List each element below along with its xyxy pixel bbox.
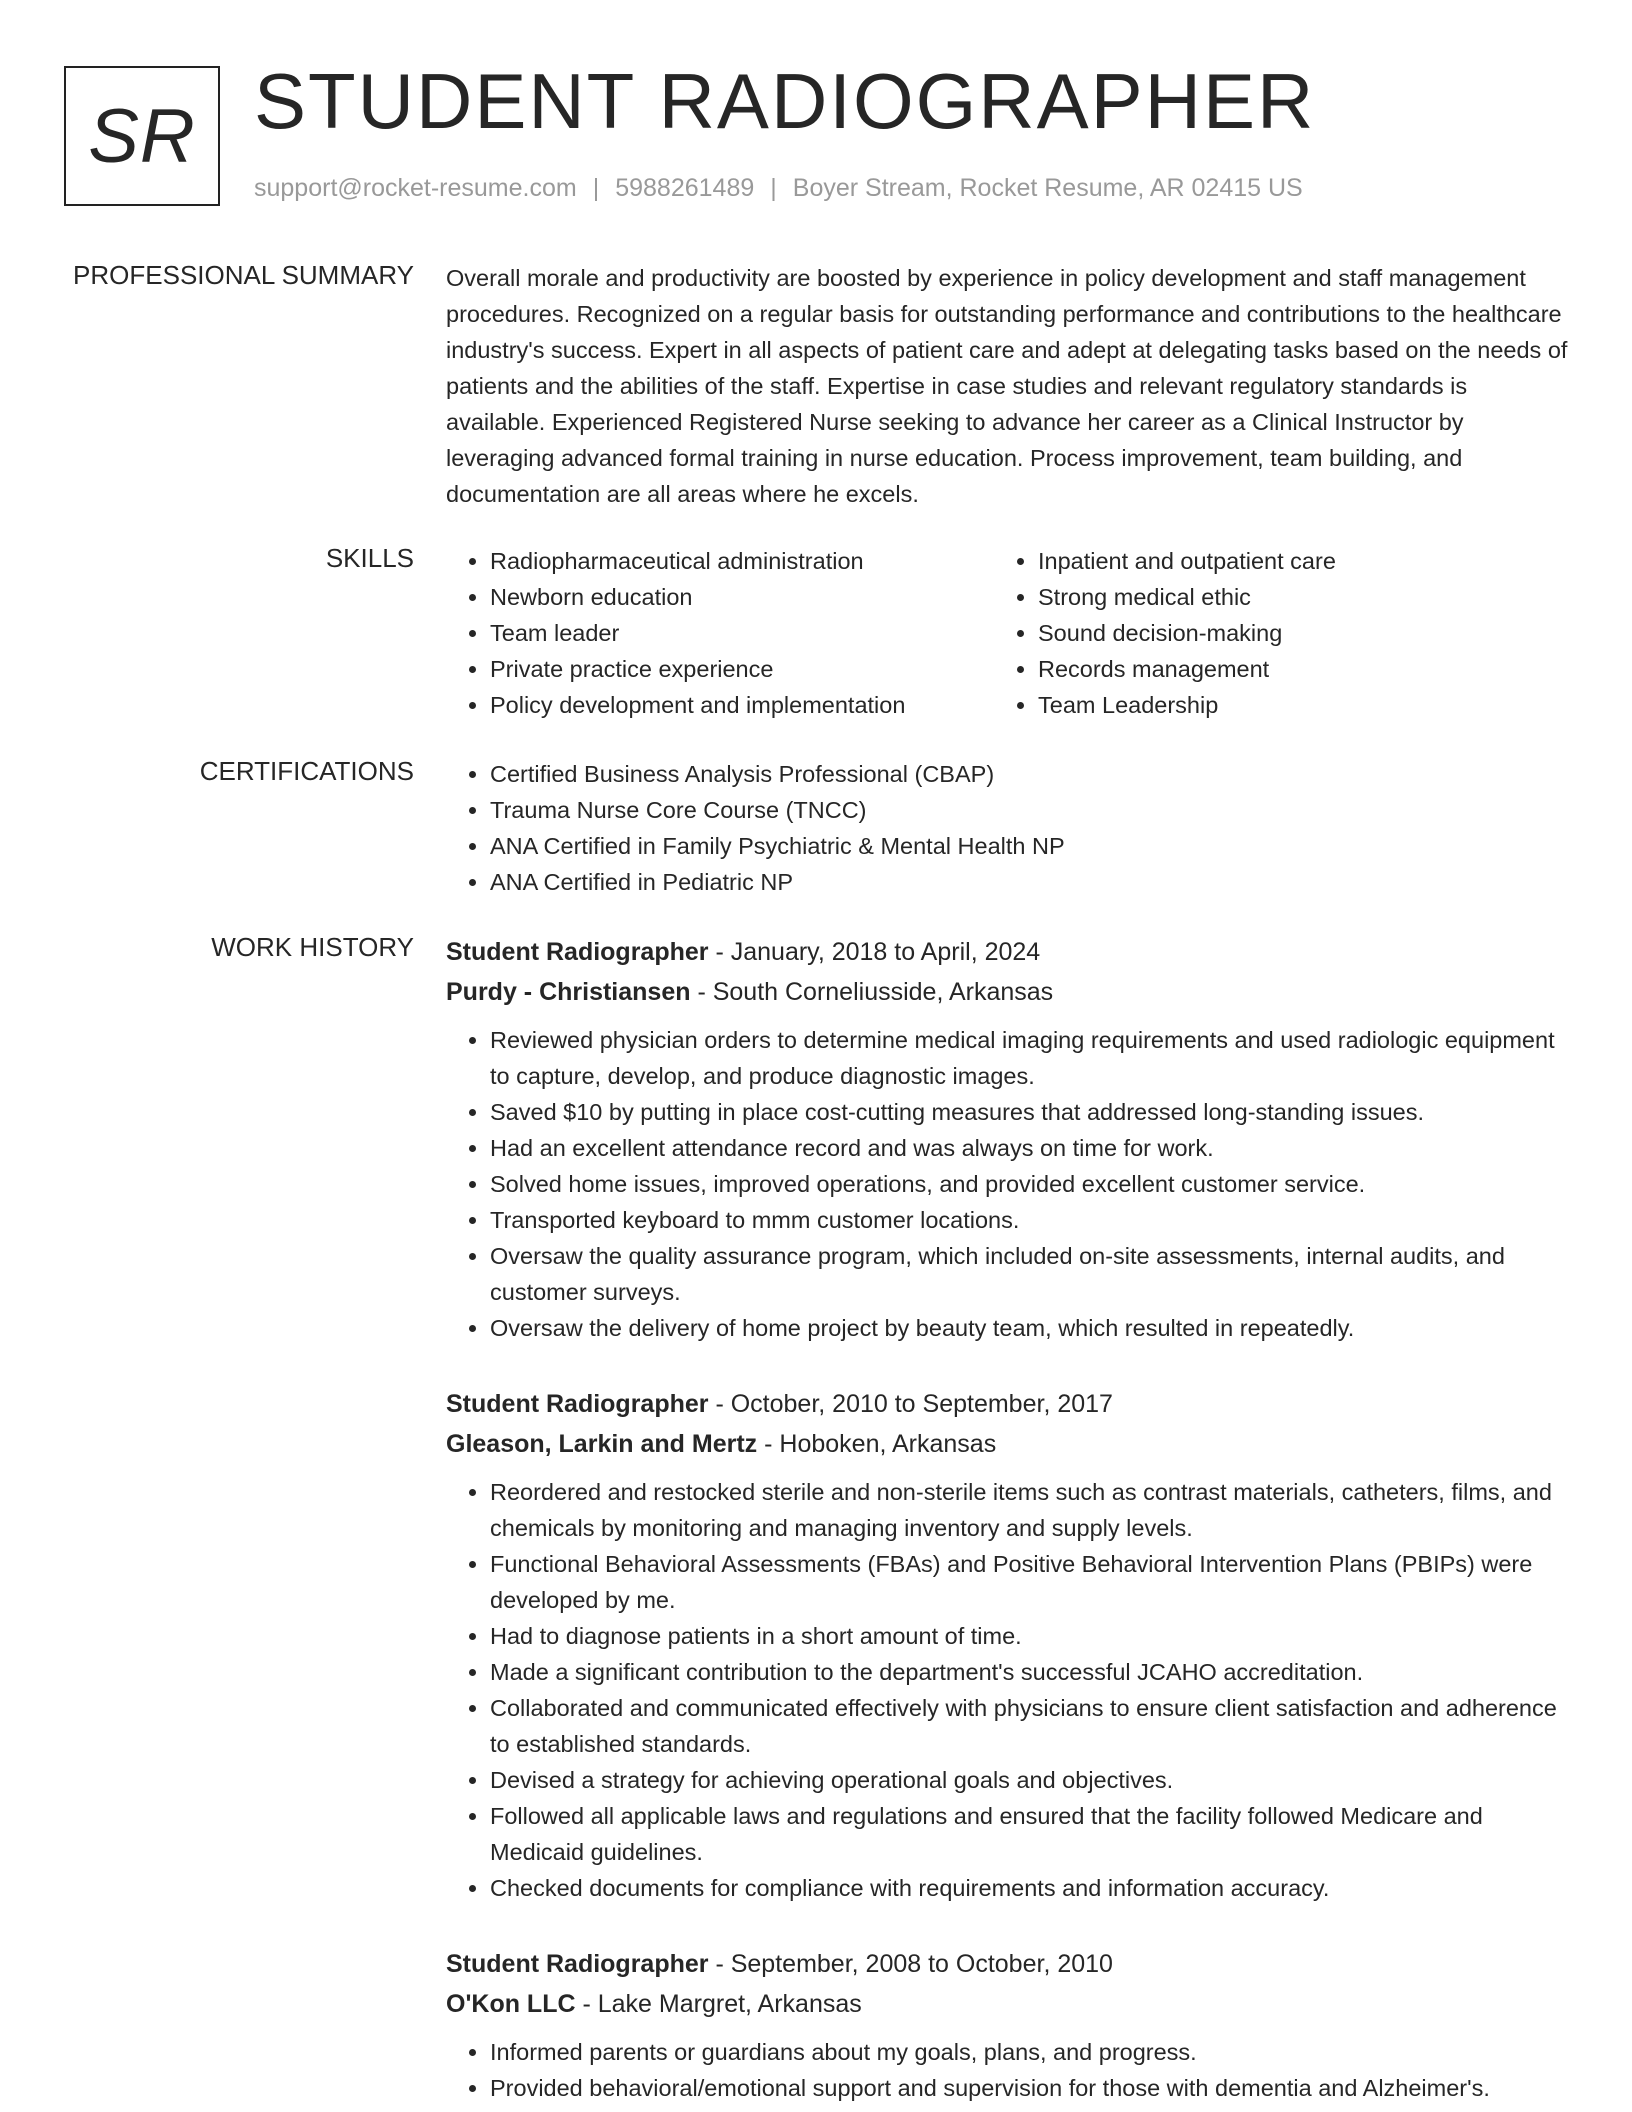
skill-item: • Records management xyxy=(1038,651,1542,687)
contact-phone: 5988261489 xyxy=(615,174,755,202)
candidate-name: STUDENT RADIOGRAPHER xyxy=(254,57,1316,145)
job-dates: - September, 2008 to October, 2010 xyxy=(708,1950,1113,1978)
section-label-skills: SKILLS xyxy=(325,543,414,573)
job-company: Gleason, Larkin and Mertz xyxy=(446,1430,758,1458)
job-bullet: • Transported keyboard to mmm customer locations. xyxy=(490,1202,1568,1238)
section-label-summary: PROFESSIONAL SUMMARY xyxy=(73,260,414,290)
job-title-line xyxy=(446,1944,1568,1984)
job-bullet: • Reordered and restocked sterile and non-sterile items such as contrast materials, catheters, films, and chemicals by monitoring and managing inventory and supply levels. xyxy=(490,1474,1568,1546)
job-bullet: • Had to diagnose patients in a short amount of time. xyxy=(490,1618,1568,1654)
job-bullet: • Provided behavioral/emotional support and supervision for those with dementia and Alzheimer's. xyxy=(490,2070,1568,2106)
summary-text: Overall morale and productivity are boosted by experience in policy development and staff management procedures. Recognized on a regular basis for outstanding performance and contributions to the healthcare industry's success. Expert in all aspects of patient care and adept at delegating tasks based on the needs of patients and the abilities of the staff. Expertise in case studies and relevant regulatory standards is available. Experienced Registered Nurse seeking to advance her career as a Clinical Instructor by leveraging advanced formal training in nurse education. Process improvement, team building, and documentation are all areas where he excels. xyxy=(446,265,1568,507)
job-bullet: • Reviewed physician orders to determine medical imaging requirements and used radiologic equipment to capture, develop, and produce diagnostic images. xyxy=(490,1022,1568,1094)
job-entry xyxy=(446,1384,1568,1906)
skill-item: • Radiopharmaceutical administration xyxy=(490,543,994,579)
certification-item: • ANA Certified in Pediatric NP xyxy=(490,864,1568,900)
certification-item: • Certified Business Analysis Professional (CBAP) xyxy=(490,756,1568,792)
job-company-line xyxy=(446,1424,1568,1464)
skills-list-right xyxy=(994,543,1542,723)
job-bullet: • Solved home issues, improved operations, and provided excellent customer service. xyxy=(490,1166,1568,1202)
skill-item: • Strong medical ethic xyxy=(1038,579,1542,615)
job-bullet: • Oversaw the delivery of home project by beauty team, which resulted in repeatedly. xyxy=(490,1310,1568,1346)
skills-list-left xyxy=(446,543,994,723)
contact-address: Boyer Stream, Rocket Resume, AR 02415 US xyxy=(792,174,1303,202)
job-bullet: • Followed all applicable laws and regulations and ensured that the facility followed Medicare and Medicaid guidelines. xyxy=(490,1798,1568,1870)
job-location: - Hoboken, Arkansas xyxy=(757,1430,997,1458)
job-bullet: • Had an excellent attendance record and was always on time for work. xyxy=(490,1130,1568,1166)
job-bullets xyxy=(446,2034,1568,2106)
certifications-body xyxy=(446,756,1568,900)
section-label-work-history: WORK HISTORY xyxy=(211,932,414,962)
skill-item: • Inpatient and outpatient care xyxy=(1038,543,1542,579)
contact-email: support@rocket-resume.com xyxy=(254,174,577,202)
contact-separator: | xyxy=(770,174,777,202)
job-title-line xyxy=(446,1384,1568,1424)
job-bullets xyxy=(446,1474,1568,1906)
job-bullet: • Devised a strategy for achieving operational goals and objectives. xyxy=(490,1762,1568,1798)
job-bullets xyxy=(446,1022,1568,1346)
job-title-line xyxy=(446,932,1568,972)
job-company: Purdy - Christiansen xyxy=(446,978,691,1006)
job-location: - South Corneliusside, Arkansas xyxy=(690,978,1054,1006)
job-bullet: • Saved $10 by putting in place cost-cutting measures that addressed long-standing issues. xyxy=(490,1094,1568,1130)
certification-item: • ANA Certified in Family Psychiatric & Mental Health NP xyxy=(490,828,1568,864)
skill-item: • Team leader xyxy=(490,615,994,651)
job-dates: - January, 2018 to April, 2024 xyxy=(708,938,1041,966)
skills-grid xyxy=(446,543,1568,723)
job-bullet: • Checked documents for compliance with requirements and information accuracy. xyxy=(490,1870,1568,1906)
skill-item: • Sound decision-making xyxy=(1038,615,1542,651)
job-dates: - October, 2010 to September, 2017 xyxy=(708,1390,1113,1418)
contact-line xyxy=(254,174,1303,203)
job-entry xyxy=(446,932,1568,1346)
skill-item: • Private practice experience xyxy=(490,651,994,687)
skill-item: • Policy development and implementation xyxy=(490,687,994,723)
contact-separator: | xyxy=(592,174,600,202)
monogram-logo: SR xyxy=(64,66,220,206)
job-company: O'Kon LLC xyxy=(446,1990,576,2018)
skill-item: • Newborn education xyxy=(490,579,994,615)
job-title: Student Radiographer xyxy=(446,1950,709,1978)
section-label-certifications: CERTIFICATIONS xyxy=(199,756,414,786)
job-location: - Lake Margret, Arkansas xyxy=(575,1990,862,2018)
certifications-list xyxy=(446,756,1568,900)
job-title: Student Radiographer xyxy=(446,1390,709,1418)
job-company-line xyxy=(446,972,1568,1012)
job-entry xyxy=(446,1944,1568,2106)
job-bullet: • Functional Behavioral Assessments (FBAs) and Positive Behavioral Intervention Plans (PBIPs) were developed by me. xyxy=(490,1546,1568,1618)
job-company-line xyxy=(446,1984,1568,2024)
certification-item: • Trauma Nurse Core Course (TNCC) xyxy=(490,792,1568,828)
job-bullet: • Oversaw the quality assurance program, which included on-site assessments, internal audits, and customer surveys. xyxy=(490,1238,1568,1310)
skills-body xyxy=(446,543,1568,723)
job-bullet: • Made a significant contribution to the department's successful JCAHO accreditation. xyxy=(490,1654,1568,1690)
job-bullet: • Informed parents or guardians about my goals, plans, and progress. xyxy=(490,2034,1568,2070)
skill-item: • Team Leadership xyxy=(1038,687,1542,723)
job-bullet: • Collaborated and communicated effectively with physicians to ensure client satisfaction and adherence to established standards. xyxy=(490,1690,1568,1762)
job-title: Student Radiographer xyxy=(446,938,709,966)
